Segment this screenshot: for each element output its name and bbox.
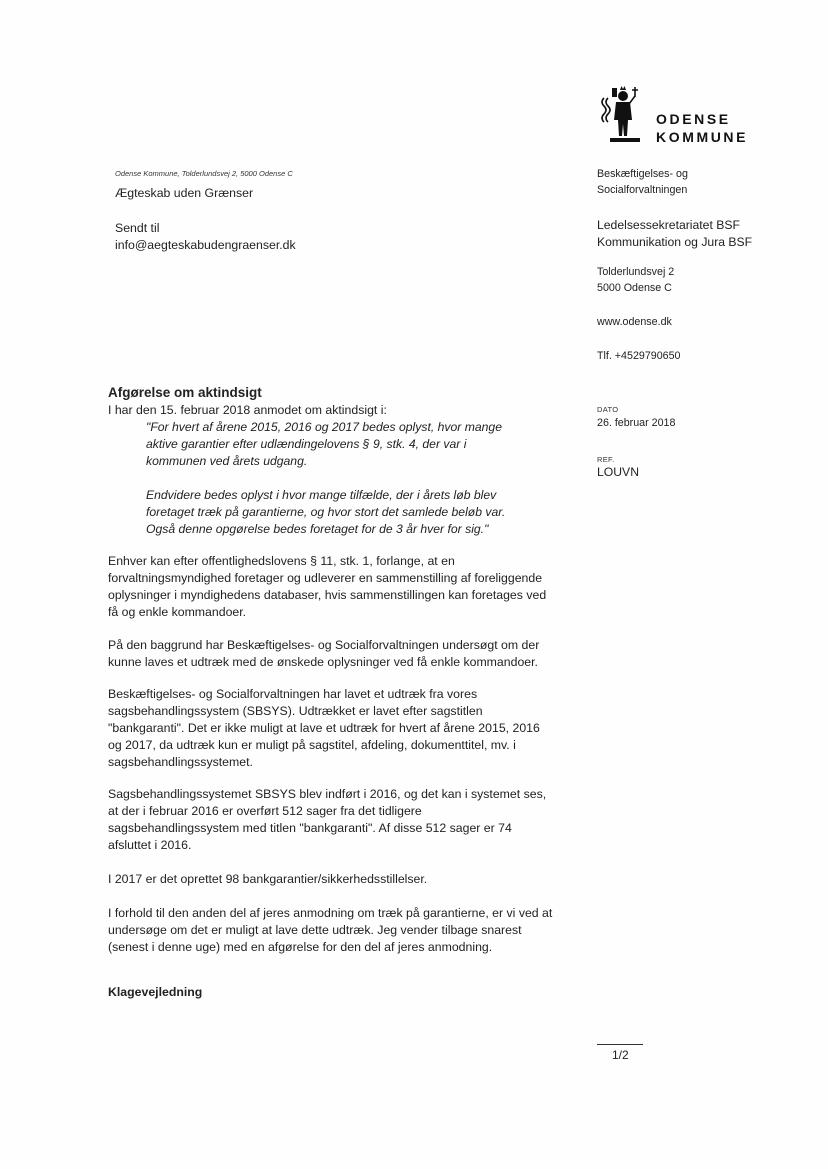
sidebar-website: www.odense.dk <box>597 316 672 328</box>
sidebar-address <box>597 264 797 296</box>
address-line: Tolderlundsvej 2 <box>597 266 675 278</box>
text-line: Beskæftigelses- og Socialforvaltningen har lavet et udtræk fra vores <box>108 687 478 701</box>
odense-kommune-logo <box>598 84 773 150</box>
ref-value: LOUVN <box>597 465 639 479</box>
text-line: I 2017 er det oprettet 98 bankgarantier/sikkerhedsstillelser. <box>108 872 428 886</box>
sent-to-email: info@aegteskabudengraenser.dk <box>115 238 296 252</box>
sidebar-phone: Tlf. +4529790650 <box>597 350 681 362</box>
quote-paragraph-2 <box>146 487 556 538</box>
text-line: og 2017, da udtræk kun er muligt på sagstitel, afdeling, dokumenttitel, mv. i <box>108 738 516 752</box>
text-line: På den baggrund har Beskæftigelses- og Socialforvaltningen undersøgt om der <box>108 638 540 652</box>
text-line: sagsbehandlingssystem med titlen "bankgaranti". Af disse 512 sager er 74 <box>108 821 512 835</box>
paragraph-6 <box>108 905 578 956</box>
text-line: oplysninger i myndighedens databaser, hvis sammenstillingen kan foretages ved <box>108 588 547 602</box>
text-line: Enhver kan efter offentlighedslovens § 11, stk. 1, forlange, at en <box>108 554 455 568</box>
quote-line: Også denne opgørelse bedes foretaget for de 3 år hver for sig." <box>146 522 489 536</box>
letter-intro: I har den 15. februar 2018 anmodet om aktindsigt i: <box>108 403 387 417</box>
sender-address: Odense Kommune, Tolderlundsvej 2, 5000 Odense C <box>115 169 293 178</box>
unit-line: Kommunikation og Jura BSF <box>597 235 753 249</box>
sidebar-department <box>597 166 797 198</box>
text-line: "bankgaranti". Det er ikke muligt at lave et udtræk for hvert af årene 2015, 2016 <box>108 721 540 735</box>
complaint-guidance-heading: Klagevejledning <box>108 985 203 999</box>
logo-text-kommune: KOMMUNE <box>656 129 749 145</box>
unit-line: Ledelsessekretariatet BSF <box>597 218 740 232</box>
text-line: at der i februar 2016 er overført 512 sager fra det tidligere <box>108 804 422 818</box>
text-line: I forhold til den anden del af jeres anmodning om træk på garantierne, er vi ved at <box>108 906 553 920</box>
quote-line: foretaget træk på garantierne, og hvor stort det samlede beløb var. <box>146 505 506 519</box>
text-line: sagsbehandlingssystemet. <box>108 755 253 769</box>
letter-heading: Afgørelse om aktindsigt <box>108 385 262 400</box>
quote-line: "For hvert af årene 2015, 2016 og 2017 bedes oplyst, hvor mange <box>146 420 502 434</box>
paragraph-4 <box>108 786 578 854</box>
text-line: undersøge om det er muligt at lave dette udtræk. Jeg vender tilbage snarest <box>108 923 522 937</box>
date-value: 26. februar 2018 <box>597 417 676 429</box>
text-line: Sagsbehandlingssystemet SBSYS blev indført i 2016, og det kan i systemet ses, <box>108 787 547 801</box>
text-line: sagsbehandlingssystem (SBSYS). Udtrækket er lavet efter sagstitlen <box>108 704 483 718</box>
quote-paragraph-1 <box>146 419 556 470</box>
text-line: forvaltningsmyndighed foretager og udleverer en sammenstilling af foreliggende <box>108 571 543 585</box>
quote-line: aktive garantier efter udlændingelovens § 9, stk. 4, der var i <box>146 437 467 451</box>
text-line: afsluttet i 2016. <box>108 838 192 852</box>
text-line: kunne laves et udtræk med de ønskede oplysninger ved få enkle kommandoer. <box>108 655 538 669</box>
address-line: 5000 Odense C <box>597 282 672 294</box>
department-line: Socialforvaltningen <box>597 184 688 196</box>
recipient-name: Ægteskab uden Grænser <box>115 186 254 200</box>
coat-of-arms-icon <box>598 84 644 146</box>
date-label: DATO <box>597 405 619 414</box>
text-line: få og enkle kommandoer. <box>108 605 247 619</box>
paragraph-1 <box>108 553 578 621</box>
quote-line: Endvidere bedes oplyst i hvor mange tilfælde, der i årets løb blev <box>146 488 497 502</box>
logo-text-odense: ODENSE <box>656 111 731 127</box>
page-number-rule <box>597 1044 643 1045</box>
text-line: (senest i denne uge) med en afgørelse for den del af jeres anmodning. <box>108 940 493 954</box>
sent-to-label: Sendt til <box>115 221 160 235</box>
paragraph-2 <box>108 637 578 671</box>
paragraph-5 <box>108 871 578 888</box>
sidebar-unit <box>597 217 797 251</box>
quote-line: kommunen ved årets udgang. <box>146 454 308 468</box>
paragraph-3 <box>108 686 578 771</box>
sent-to-block <box>115 220 296 254</box>
ref-label: REF. <box>597 455 615 464</box>
department-line: Beskæftigelses- og <box>597 168 688 180</box>
page-number: 1/2 <box>612 1048 629 1062</box>
